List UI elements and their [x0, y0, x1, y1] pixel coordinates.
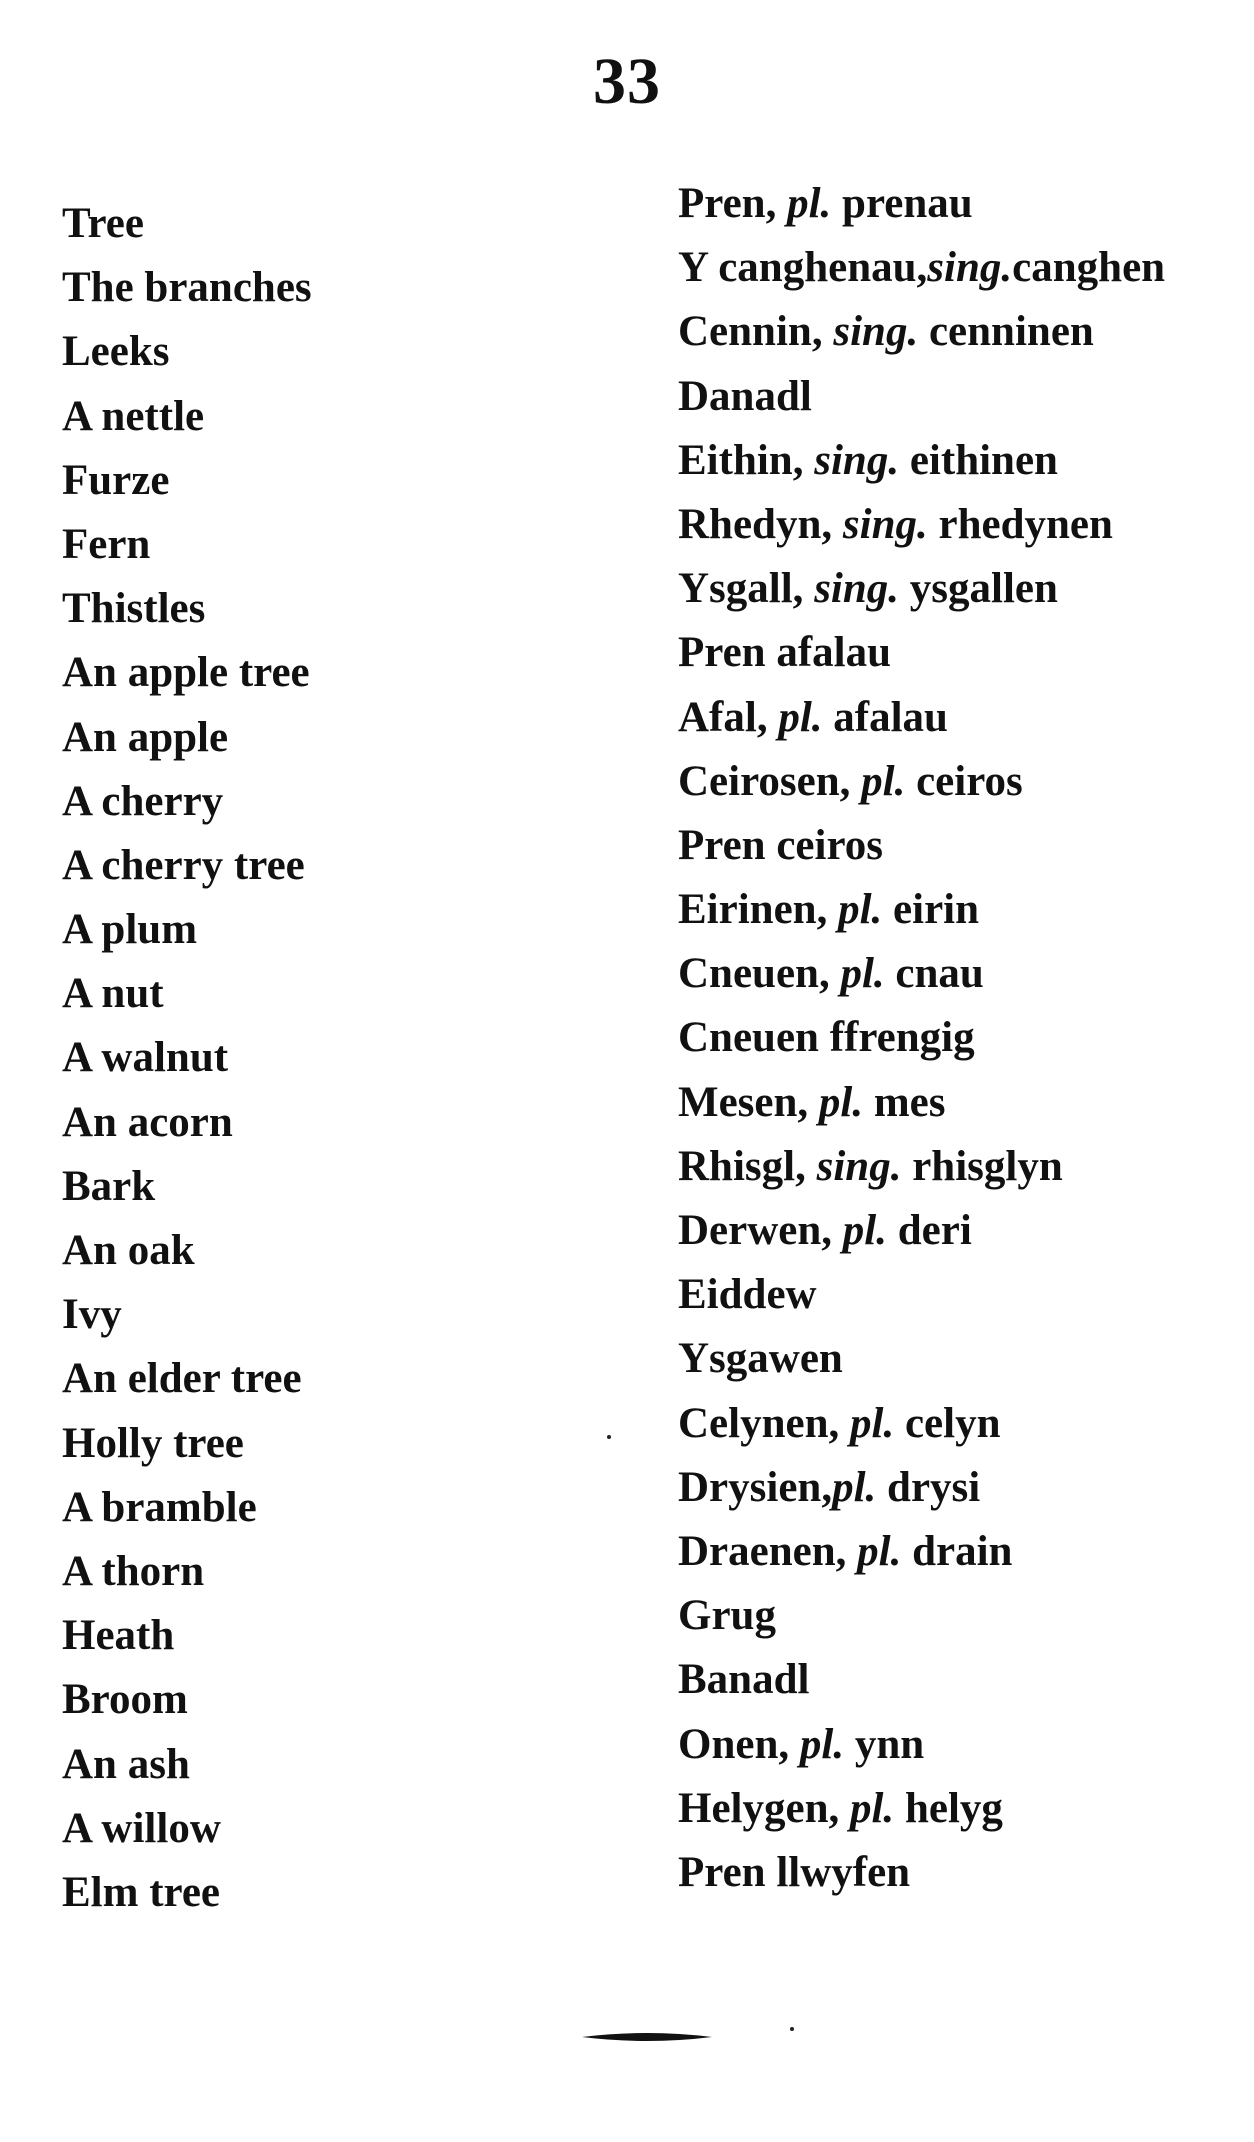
welsh-term	[678, 750, 1023, 814]
welsh-variant: eirin	[882, 886, 980, 934]
vocab-row	[62, 1777, 1242, 1852]
number-abbreviation: pl.	[849, 1784, 895, 1832]
welsh-term	[678, 942, 984, 1006]
english-term: An apple tree	[62, 649, 310, 697]
english-term: An apple	[62, 713, 229, 761]
number-abbreviation: sing.	[927, 244, 1013, 292]
welsh-variant: mes	[863, 1078, 946, 1126]
vocab-row	[62, 878, 1242, 954]
number-abbreviation: sing.	[814, 565, 900, 613]
english-term: Holly tree	[62, 1419, 244, 1467]
number-abbreviation: pl.	[857, 1527, 902, 1575]
number-abbreviation: pl.	[818, 1078, 864, 1126]
english-term: A willow	[62, 1804, 221, 1852]
welsh-word: Celynen,	[678, 1399, 850, 1447]
vocab-row	[62, 1648, 1242, 1724]
welsh-term	[678, 1392, 1001, 1456]
welsh-variant: eithinen	[899, 436, 1058, 484]
welsh-variant: ynn	[844, 1720, 925, 1768]
english-term: A thorn	[62, 1547, 205, 1595]
vocab-row	[62, 1071, 1242, 1146]
vocab-row	[62, 1713, 1242, 1788]
welsh-word: Afal,	[678, 693, 779, 741]
welsh-variant: deri	[886, 1207, 972, 1254]
welsh-variant: drain	[901, 1527, 1013, 1575]
welsh-term	[678, 1520, 1012, 1584]
number-abbreviation: pl.	[799, 1720, 845, 1768]
welsh-term	[678, 1713, 924, 1777]
welsh-term	[678, 300, 1094, 364]
welsh-term	[678, 686, 948, 750]
welsh-word: Eithin,	[678, 436, 815, 484]
welsh-variant: rhedynen	[927, 500, 1113, 548]
number-abbreviation: sing.	[814, 436, 900, 484]
welsh-term	[678, 1777, 1003, 1841]
number-abbreviation: pl.	[832, 1463, 877, 1511]
number-abbreviation: pl.	[842, 1207, 887, 1254]
welsh-word: Helygen,	[678, 1784, 850, 1832]
welsh-term	[678, 1648, 809, 1712]
welsh-word: Ysgall,	[678, 565, 815, 613]
english-term: An ash	[62, 1740, 190, 1788]
english-term: Heath	[62, 1612, 175, 1660]
english-term: Tree	[62, 200, 144, 247]
welsh-variant: rhisglyn	[901, 1142, 1063, 1190]
welsh-variant: afalau	[822, 693, 948, 741]
welsh-word: Cneuen,	[678, 950, 841, 998]
vocab-row	[62, 1135, 1242, 1210]
vocab-row	[62, 1456, 1242, 1531]
english-term: A cherry	[62, 777, 224, 825]
welsh-word: Rhisgl,	[678, 1142, 817, 1190]
english-term: Leeks	[62, 328, 170, 376]
number-abbreviation: pl.	[861, 757, 906, 805]
welsh-term	[678, 621, 891, 685]
vocab-row	[62, 493, 1242, 568]
vocab-row	[62, 1520, 1242, 1595]
welsh-word: Drysien,	[678, 1463, 833, 1511]
welsh-word: Draenen,	[678, 1527, 858, 1575]
english-term: Ivy	[62, 1291, 122, 1339]
number-abbreviation: pl.	[787, 180, 832, 227]
welsh-word: Danadl	[678, 372, 812, 420]
welsh-word: Cneuen ffrengig	[678, 1014, 975, 1062]
vocabulary-list	[62, 172, 1242, 1916]
welsh-term	[678, 429, 1058, 493]
english-term: Furze	[62, 456, 170, 504]
welsh-term	[678, 1199, 972, 1263]
welsh-term	[678, 1841, 910, 1905]
welsh-term	[678, 1071, 946, 1135]
welsh-word: Y canghenau,	[678, 244, 928, 292]
welsh-word: Onen,	[678, 1720, 800, 1768]
english-term: The branches	[62, 264, 312, 312]
welsh-word: Eiddew	[678, 1271, 817, 1319]
welsh-word: Pren afalau	[678, 629, 892, 677]
vocab-row	[62, 429, 1242, 504]
welsh-word: Grug	[678, 1592, 776, 1640]
welsh-word: Pren,	[678, 180, 788, 227]
welsh-word: Pren ceiros	[678, 821, 883, 869]
vocab-row	[62, 686, 1242, 761]
page-number: 33	[593, 45, 661, 118]
english-term: An oak	[62, 1227, 195, 1274]
welsh-term	[678, 1135, 1063, 1199]
vocab-row	[62, 1327, 1242, 1403]
welsh-term	[678, 1263, 817, 1327]
welsh-variant: ysgallen	[899, 565, 1058, 613]
vocab-row	[62, 1263, 1242, 1339]
english-term: Bark	[62, 1162, 156, 1210]
vocab-row	[62, 1199, 1242, 1274]
vocab-row	[62, 814, 1242, 889]
welsh-term	[678, 878, 979, 942]
welsh-variant: drysi	[876, 1463, 981, 1511]
welsh-word: Rhedyn,	[678, 500, 843, 548]
vocab-row	[62, 236, 1242, 312]
welsh-word: Ysgawen	[678, 1335, 843, 1383]
english-term: A bramble	[62, 1483, 257, 1531]
ornament-dash	[582, 2031, 712, 2043]
vocab-row	[62, 621, 1242, 697]
welsh-word: Mesen,	[678, 1078, 819, 1126]
vocab-row	[62, 1006, 1242, 1082]
welsh-term	[678, 236, 1165, 300]
welsh-variant: canghen	[1012, 244, 1166, 292]
vocab-row	[62, 750, 1242, 825]
welsh-word: Ceirosen,	[678, 757, 862, 805]
english-term: A plum	[62, 906, 198, 954]
number-abbreviation: sing.	[816, 1142, 902, 1190]
welsh-term	[678, 1456, 980, 1520]
welsh-term	[678, 814, 883, 878]
number-abbreviation: pl.	[838, 886, 883, 934]
ink-speck	[607, 1435, 611, 1439]
number-abbreviation: pl.	[840, 950, 885, 998]
welsh-variant: cenninen	[918, 308, 1094, 356]
english-term: An elder tree	[62, 1355, 302, 1403]
english-term: Fern	[62, 520, 151, 568]
welsh-term	[678, 365, 812, 429]
english-term: Elm tree	[62, 1868, 220, 1916]
welsh-term	[678, 493, 1113, 557]
number-abbreviation: pl.	[778, 693, 823, 741]
vocab-row	[62, 365, 1242, 440]
welsh-variant: ceiros	[905, 757, 1023, 805]
welsh-word: Derwen,	[678, 1207, 843, 1254]
vocab-row	[62, 1584, 1242, 1660]
welsh-variant: cnau	[884, 950, 984, 998]
vocab-row	[62, 1392, 1242, 1467]
welsh-variant: helyg	[894, 1784, 1003, 1832]
number-abbreviation: pl.	[850, 1399, 895, 1447]
vocab-row	[62, 1841, 1242, 1916]
vocab-row	[62, 300, 1242, 376]
vocab-row	[62, 557, 1242, 633]
welsh-word: Banadl	[678, 1656, 810, 1704]
welsh-word: Pren llwyfen	[678, 1848, 911, 1896]
welsh-term	[678, 557, 1058, 621]
welsh-word: Eirinen,	[678, 886, 839, 934]
welsh-term	[678, 1327, 843, 1391]
welsh-variant: prenau	[831, 180, 973, 227]
english-term: A nut	[62, 970, 164, 1018]
english-term: A cherry tree	[62, 841, 305, 889]
english-term: A nettle	[62, 392, 205, 440]
welsh-term	[678, 172, 973, 236]
vocab-row	[62, 942, 1242, 1018]
welsh-term	[678, 1006, 975, 1070]
welsh-variant: celyn	[894, 1399, 1001, 1447]
english-term: Thistles	[62, 585, 206, 633]
english-term: A walnut	[62, 1034, 229, 1082]
english-term: Broom	[62, 1676, 188, 1724]
vocab-row	[62, 172, 1242, 247]
welsh-word: Cennin,	[678, 308, 834, 356]
ink-speck	[790, 2027, 794, 2031]
number-abbreviation: sing.	[833, 308, 919, 356]
number-abbreviation: sing.	[842, 500, 928, 548]
english-term: An acorn	[62, 1098, 233, 1146]
welsh-term	[678, 1584, 776, 1648]
